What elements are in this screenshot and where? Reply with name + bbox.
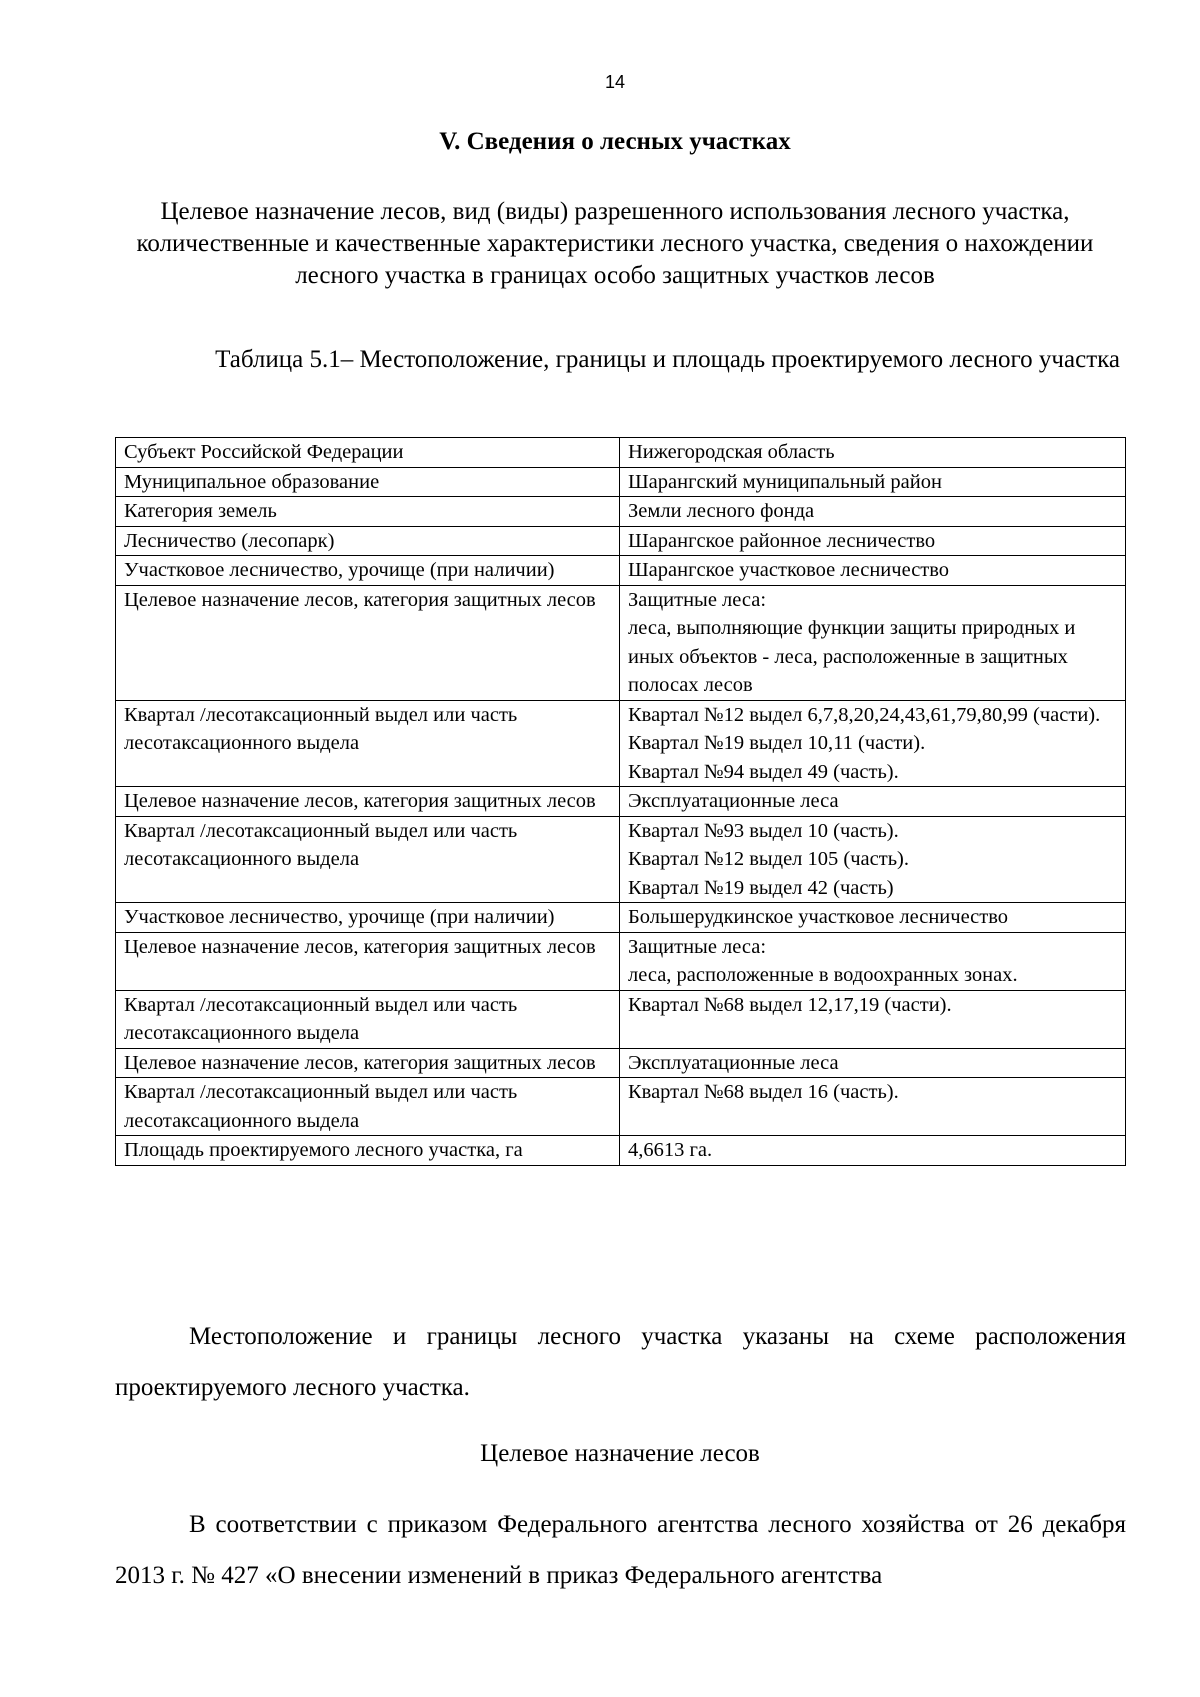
table-cell-label: Целевое назначение лесов, категория защитных лесов bbox=[116, 787, 620, 817]
table-cell-label: Муниципальное образование bbox=[116, 467, 620, 497]
table-row bbox=[116, 903, 1126, 933]
table-cell-value: Квартал №12 выдел 6,7,8,20,24,43,61,79,80,99 (части). Квартал №19 выдел 10,11 (части). Квартал №94 выдел 49 (часть). bbox=[620, 700, 1126, 787]
table-row bbox=[116, 700, 1126, 787]
table-cell-label: Целевое назначение лесов, категория защитных лесов bbox=[116, 585, 620, 700]
table-body bbox=[116, 438, 1126, 1166]
table-cell-label: Субъект Российской Федерации bbox=[116, 438, 620, 468]
forest-plot-table bbox=[115, 437, 1126, 1166]
table-cell-value: 4,6613 га. bbox=[620, 1136, 1126, 1166]
table-row bbox=[116, 585, 1126, 700]
location-paragraph: Местоположение и границы лесного участка указаны на схеме расположения проектируемого лесного участка. bbox=[115, 1323, 1126, 1401]
table-cell-value: Квартал №68 выдел 12,17,19 (части). bbox=[620, 990, 1126, 1048]
page-number: 14 bbox=[604, 72, 626, 92]
table-cell-label: Целевое назначение лесов, категория защитных лесов bbox=[116, 1048, 620, 1078]
table-cell-label: Лесничество (лесопарк) bbox=[116, 526, 620, 556]
table-cell-value: Эксплуатационные леса bbox=[620, 1048, 1126, 1078]
table-cell-value: Квартал №68 выдел 16 (часть). bbox=[620, 1078, 1126, 1136]
table-cell-label: Квартал /лесотаксационный выдел или часть лесотаксационного выдела bbox=[116, 816, 620, 903]
table-cell-value: Квартал №93 выдел 10 (часть). Квартал №12 выдел 105 (часть). Квартал №19 выдел 42 (часть) bbox=[620, 816, 1126, 903]
table-row bbox=[116, 816, 1126, 903]
table-row bbox=[116, 467, 1126, 497]
sub-heading: Целевое назначение лесов bbox=[480, 1440, 760, 1467]
table-cell-label: Категория земель bbox=[116, 497, 620, 527]
table-cell-value: Земли лесного фонда bbox=[620, 497, 1126, 527]
table-row bbox=[116, 990, 1126, 1048]
table-cell-value: Большерудкинское участковое лесничество bbox=[620, 903, 1126, 933]
table-caption: Таблица 5.1– Местоположение, границы и площадь проектируемого лесного участка bbox=[215, 346, 1120, 373]
table-cell-label: Участковое лесничество, урочище (при наличии) bbox=[116, 903, 620, 933]
table-cell-label: Площадь проектируемого лесного участка, га bbox=[116, 1136, 620, 1166]
table-cell-label: Квартал /лесотаксационный выдел или часть лесотаксационного выдела bbox=[116, 990, 620, 1048]
table-row bbox=[116, 932, 1126, 990]
table-row bbox=[116, 1048, 1126, 1078]
table-row bbox=[116, 497, 1126, 527]
section-subtitle: Целевое назначение лесов, вид (виды) разрешенного использования лесного участка, количественные и качественные характеристики лесного участка, сведения о нахождении лесного участка в границах особо защитных участков лесов bbox=[136, 198, 1094, 289]
table-cell-label: Участковое лесничество, урочище (при наличии) bbox=[116, 556, 620, 586]
table-cell-value: Шарангский муниципальный район bbox=[620, 467, 1126, 497]
table-row bbox=[116, 526, 1126, 556]
table-cell-label: Квартал /лесотаксационный выдел или часть лесотаксационного выдела bbox=[116, 1078, 620, 1136]
table-cell-value: Защитные леса: леса, расположенные в водоохранных зонах. bbox=[620, 932, 1126, 990]
table-row bbox=[116, 556, 1126, 586]
table-cell-value: Защитные леса: леса, выполняющие функции защиты природных и иных объектов - леса, расположенные в защитных полосах лесов bbox=[620, 585, 1126, 700]
table-cell-label: Целевое назначение лесов, категория защитных лесов bbox=[116, 932, 620, 990]
table-row bbox=[116, 438, 1126, 468]
table-row bbox=[116, 1078, 1126, 1136]
table-row bbox=[116, 787, 1126, 817]
table-cell-value: Шарангское участковое лесничество bbox=[620, 556, 1126, 586]
table-row bbox=[116, 1136, 1126, 1166]
table-cell-label: Квартал /лесотаксационный выдел или часть лесотаксационного выдела bbox=[116, 700, 620, 787]
section-title: V. Сведения о лесных участках bbox=[439, 128, 791, 155]
table-cell-value: Эксплуатационные леса bbox=[620, 787, 1126, 817]
table-cell-value: Шарангское районное лесничество bbox=[620, 526, 1126, 556]
table-cell-value: Нижегородская область bbox=[620, 438, 1126, 468]
order-paragraph: В соответствии с приказом Федерального агентства лесного хозяйства от 26 декабря 2013 г. № 427 «О внесении изменений в приказ Федерального агентства bbox=[115, 1511, 1126, 1589]
